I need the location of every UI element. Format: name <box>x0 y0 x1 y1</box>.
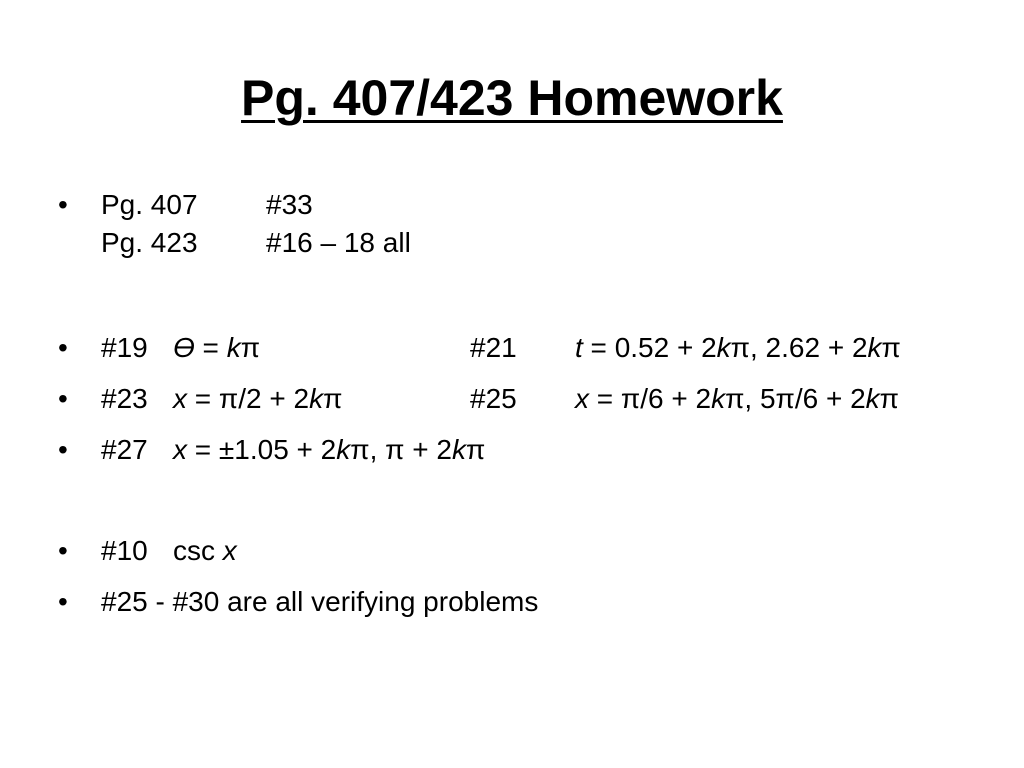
problem-list: #16 – 18 all <box>266 227 411 258</box>
answer: x = π/2 + 2kπ <box>173 383 343 414</box>
note-text: #25 - #30 are all verifying problems <box>101 586 539 617</box>
page-label: Pg. 423 <box>101 227 198 258</box>
problem-number: #21 <box>470 332 517 363</box>
answer: csc x <box>173 535 237 566</box>
answer: t = 0.52 + 2kπ, 2.62 + 2kπ <box>575 332 901 363</box>
problem-list: #33 <box>266 189 313 220</box>
answer: Ө = kπ <box>173 332 261 363</box>
bullet-dot: • <box>58 189 68 220</box>
problem-number: #25 <box>470 383 517 414</box>
bullet-dot: • <box>58 434 68 465</box>
bullet-dot: • <box>58 535 68 566</box>
problem-number: #23 <box>101 383 148 414</box>
slide-title <box>0 68 1024 128</box>
answer: x = ±1.05 + 2kπ, π + 2kπ <box>173 434 486 465</box>
problem-number: #27 <box>101 434 148 465</box>
problem-number: #19 <box>101 332 148 363</box>
bullet-dot: • <box>58 332 68 363</box>
page-label: Pg. 407 <box>101 189 198 220</box>
slide-title-text: Pg. 407/423 Homework <box>241 70 783 126</box>
problem-number: #10 <box>101 535 148 566</box>
answer: x = π/6 + 2kπ, 5π/6 + 2kπ <box>575 383 899 414</box>
bullet-dot: • <box>58 383 68 414</box>
bullet-dot: • <box>58 586 68 617</box>
